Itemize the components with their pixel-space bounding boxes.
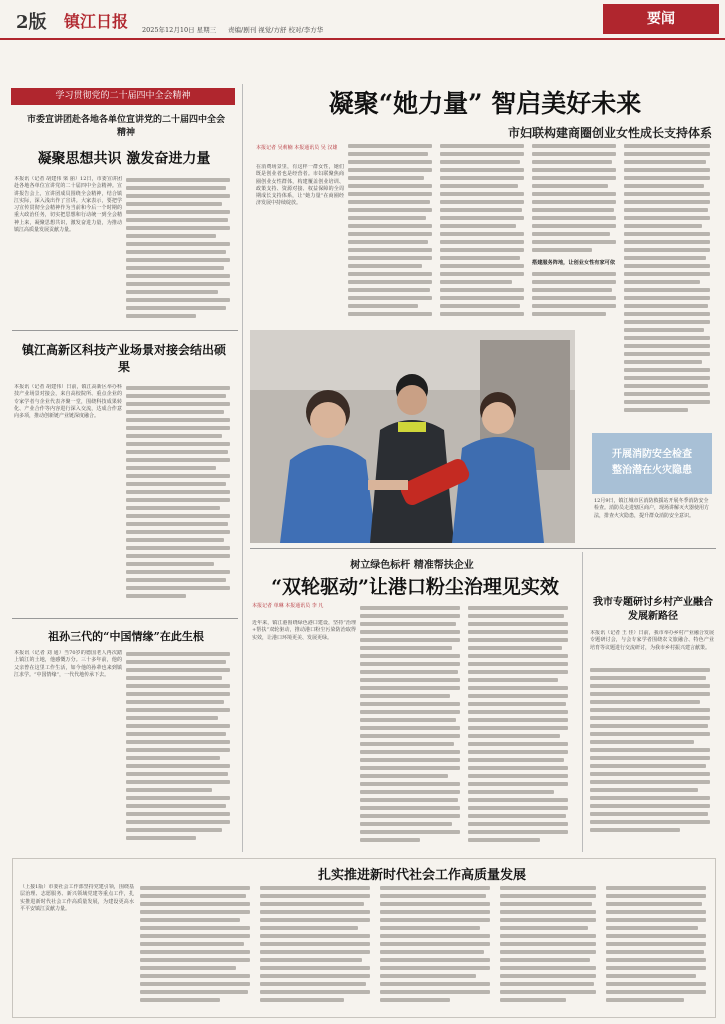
- article1-body-col1: 本报讯（记者 胡建伟 梁 丽）12日，市委宣讲团赴各地各单位宣讲党的二十届四中全会精神。宣讲报告会上，宣讲团成员围绕全会精神，结合镇江实际，深入浅出作了宣讲。大家表示，要把学习宣传贯彻全会精神作为当前和今后一个时期的重大政治任务，切实把思想和行动统一到全会精神上来，凝聚思想共识，激发奋进力量，为推动镇江高质量发展贡献力量。: [14, 176, 122, 234]
- main-body-col1: 在消费场景里，有这样一群女性，她们既是创业者也是经营者。市妇联聚焦商圈创业女性群体，构建覆盖创业培训、政策支持、资源对接、权益保障的全周期成长支持体系，让“她力量”在商圈经济发展中持续绽放。: [256, 164, 344, 207]
- main-headline: 凝聚“她力量” 智启美好未来: [328, 89, 642, 118]
- article3-body-col2: [126, 650, 234, 850]
- middle-byline: 本报记者 单琳 本报通讯员 李 凡: [252, 603, 324, 609]
- main-body-col2: [348, 142, 436, 324]
- bottom-body-col6: [606, 884, 710, 1012]
- article2-title: 镇江高新区科技产业场景对接会结出硕果: [21, 343, 226, 374]
- bottom-body-col1: （上接1版）市委社会工作部坚持党建引领，围绕基层治理、志愿服务、新兴领域党建等重点工作，扎实推进新时代社会工作高质量发展，为建设更高水平平安镇江贡献力量。: [20, 884, 134, 912]
- bottom-headline: 扎实推进新时代社会工作高质量发展: [317, 868, 526, 883]
- edition-number: 2版: [16, 12, 47, 33]
- main-body-col4: [532, 142, 620, 324]
- issue-date: 2025年12月10日 星期三: [142, 26, 217, 34]
- newspaper-logo: 镇江日报: [64, 12, 129, 31]
- middle-body-col3: [468, 604, 572, 848]
- middle-body-col1: 近年来，镇江港围绕绿色港口建设，坚持“治理+帮扶”双轮驱动，推动港口粉尘污染防治取得实效，让港口环境更美、发展更绿。: [252, 620, 356, 641]
- bottom-body-col4: [380, 884, 494, 1012]
- article1-body-col2: [126, 176, 234, 322]
- callout-subtitle: 整治潜在火灾隐患: [612, 465, 692, 476]
- article1-subtitle: 市委宣讲团赴各地各单位宣讲党的二十届四中全会精神: [26, 115, 225, 138]
- bottom-body-col5: [500, 884, 600, 1012]
- callout-title: 开展消防安全检查: [612, 449, 692, 460]
- photo-callout: [592, 433, 712, 494]
- middle-kicker: 树立绿色标杆 精准帮扶企业: [350, 560, 474, 571]
- middle-headline: “双轮驱动”让港口粉尘治理见实效: [271, 576, 559, 598]
- middle-body-col2: [360, 604, 464, 848]
- masthead: [0, 0, 725, 40]
- photo-caption: 12月9日，镇江城市区消防救援站开展冬季消防安全检查。消防员走进辖区商户，现场讲解灭火器使用方法，排查火灾隐患，提升群众消防安全意识。: [594, 498, 710, 519]
- editor-credits: 责编/剧刊 视觉/方舒 校对/李方华: [228, 26, 324, 34]
- article3-body-col1: 本报讯（记者 刘 通）当70岁的德国老人再次踏上镇江的土地，他感慨万分。三十多年前，他的父亲曾在这里工作生活，如今他的孙辈也来到镇江求学。“中国情缘”，一代代地传承下去。: [14, 650, 122, 678]
- main-section-heading: 搭建服务阵地，让创业女性有家可依: [532, 260, 616, 266]
- article3-title: 祖孙三代的“中国情缘”在此生根: [48, 630, 204, 643]
- main-body-col3: [440, 142, 528, 324]
- bottom-body-col2: [140, 884, 254, 1012]
- main-subheadline: 市妇联构建商圈创业女性成长支持体系: [507, 126, 712, 140]
- section-tag: 要闻: [603, 4, 719, 34]
- news-photo: [250, 330, 575, 543]
- bottom-body-col3: [260, 884, 374, 1012]
- article2-body-col2: [126, 384, 234, 612]
- right-body: 本报讯（记者 王 佳）日前，我市举办乡村产业融合发展专题研讨会，与会专家学者围绕农文旅融合、特色产业培育等议题进行交流研讨，为我市乡村振兴建言献策。: [590, 630, 714, 651]
- right-headline: 我市专题研讨乡村产业融合发展新路径: [593, 597, 713, 622]
- main-byline: 本报记者 吴莉楠 本报通讯员 吴 汉雄: [256, 145, 338, 151]
- article2-body-col1: 本报讯（记者 胡建伟）日前，镇江高新区举办科技产业场景对接会，来自高校院所、重点企业的专家学者与企业代表齐聚一堂，围绕科技成果转化、产业合作等内容进行深入交流，达成合作意向多项，推动创新链产业链深度融合。: [14, 384, 122, 420]
- topic-banner: 学习贯彻党的二十届四中全会精神: [11, 88, 235, 105]
- firefighters-photo-illustration: [250, 330, 575, 543]
- right-body-continued: [590, 666, 714, 846]
- article1-title: 凝聚思想共识 激发奋进力量: [37, 151, 211, 167]
- main-body-col5: [624, 142, 714, 422]
